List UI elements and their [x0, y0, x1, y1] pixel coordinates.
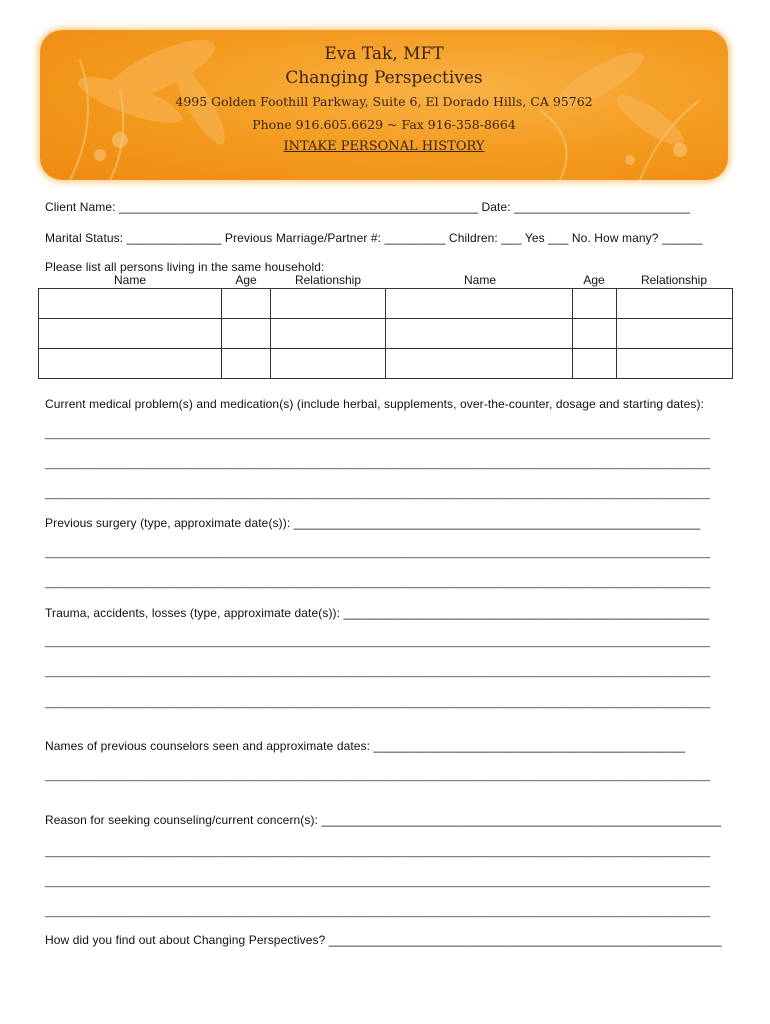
surgery-blank-line[interactable]: ________________________________________________________________________________________________________________ — [45, 577, 711, 589]
medical-prompt: Current medical problem(s) and medication(s) (include herbal, supplements, over-the-counter, dosage and starting dates): — [45, 397, 704, 411]
col-header-name-2: Name — [463, 273, 496, 287]
col-header-age-2: Age — [583, 273, 605, 287]
household-table — [38, 288, 733, 379]
counselors-blank-line[interactable]: ________________________________________________________________________________________________________________ — [45, 770, 711, 782]
practice-name: Changing Perspectives — [285, 68, 483, 88]
trauma-blank-line[interactable]: ________________________________________________________________________________________________________________ — [45, 636, 711, 648]
trauma-field[interactable]: Trauma, accidents, losses (type, approximate date(s)): ______________________________________________________ — [45, 606, 710, 620]
household-age-cell[interactable] — [573, 289, 617, 319]
reason-blank-line[interactable]: ________________________________________________________________________________________________________________ — [45, 906, 711, 918]
household-relationship-cell[interactable] — [271, 319, 386, 349]
household-relationship-cell[interactable] — [617, 349, 733, 379]
reason-blank-line[interactable]: ________________________________________________________________________________________________________________ — [45, 846, 711, 858]
trauma-blank-line[interactable]: ________________________________________________________________________________________________________________ — [45, 697, 711, 709]
household-age-cell[interactable] — [222, 349, 271, 379]
household-intro: Please list all persons living in the same household: — [45, 260, 325, 274]
medical-blank-line[interactable]: ________________________________________________________________________________________________________________ — [45, 428, 711, 440]
table-row — [39, 289, 733, 319]
medical-blank-line[interactable]: ________________________________________________________________________________________________________________ — [45, 488, 711, 500]
household-name-cell[interactable] — [386, 349, 573, 379]
col-header-age-1: Age — [235, 273, 257, 287]
household-name-cell[interactable] — [386, 319, 573, 349]
household-relationship-cell[interactable] — [617, 289, 733, 319]
reason-blank-line[interactable]: ________________________________________________________________________________________________________________ — [45, 876, 711, 888]
household-relationship-cell[interactable] — [617, 319, 733, 349]
table-row — [39, 349, 733, 379]
household-age-cell[interactable] — [222, 319, 271, 349]
surgery-field[interactable]: Previous surgery (type, approximate date(s)): ____________________________________________________________ — [45, 516, 701, 530]
household-age-cell[interactable] — [573, 349, 617, 379]
client-name-date-field[interactable]: Client Name: _____________________________________________________ Date: __________________________ — [45, 200, 691, 214]
counselors-field[interactable]: Names of previous counselors seen and approximate dates: ______________________________________________ — [45, 739, 686, 753]
household-relationship-cell[interactable] — [271, 289, 386, 319]
table-row — [39, 319, 733, 349]
medical-blank-line[interactable]: ________________________________________________________________________________________________________________ — [45, 458, 711, 470]
practice-phone: Phone 916.605.6629 ~ Fax 916-358-8664 — [252, 117, 516, 132]
household-name-cell[interactable] — [39, 319, 222, 349]
practice-address: 4995 Golden Foothill Parkway, Suite 6, El Dorado Hills, CA 95762 — [175, 94, 593, 109]
household-relationship-cell[interactable] — [271, 349, 386, 379]
form-title: INTAKE PERSONAL HISTORY — [283, 139, 485, 154]
household-name-cell[interactable] — [39, 349, 222, 379]
col-header-relationship-2: Relationship — [640, 273, 708, 287]
household-name-cell[interactable] — [39, 289, 222, 319]
marital-children-field[interactable]: Marital Status: ______________ Previous Marriage/Partner #: _________ Children: ___ Yes ___ No. How many? ______ — [45, 231, 703, 245]
reason-field[interactable]: Reason for seeking counseling/current concern(s): ___________________________________________________________ — [45, 813, 722, 827]
household-age-cell[interactable] — [573, 319, 617, 349]
household-age-cell[interactable] — [222, 289, 271, 319]
col-header-name-1: Name — [113, 273, 146, 287]
household-name-cell[interactable] — [386, 289, 573, 319]
trauma-blank-line[interactable]: ________________________________________________________________________________________________________________ — [45, 666, 711, 678]
letterhead-banner — [40, 30, 728, 180]
therapist-name: Eva Tak, MFT — [324, 44, 444, 64]
referral-source-field[interactable]: How did you find out about Changing Perspectives? __________________________________________________________ — [45, 933, 722, 947]
surgery-blank-line[interactable]: ________________________________________________________________________________________________________________ — [45, 547, 711, 559]
col-header-relationship-1: Relationship — [294, 273, 362, 287]
